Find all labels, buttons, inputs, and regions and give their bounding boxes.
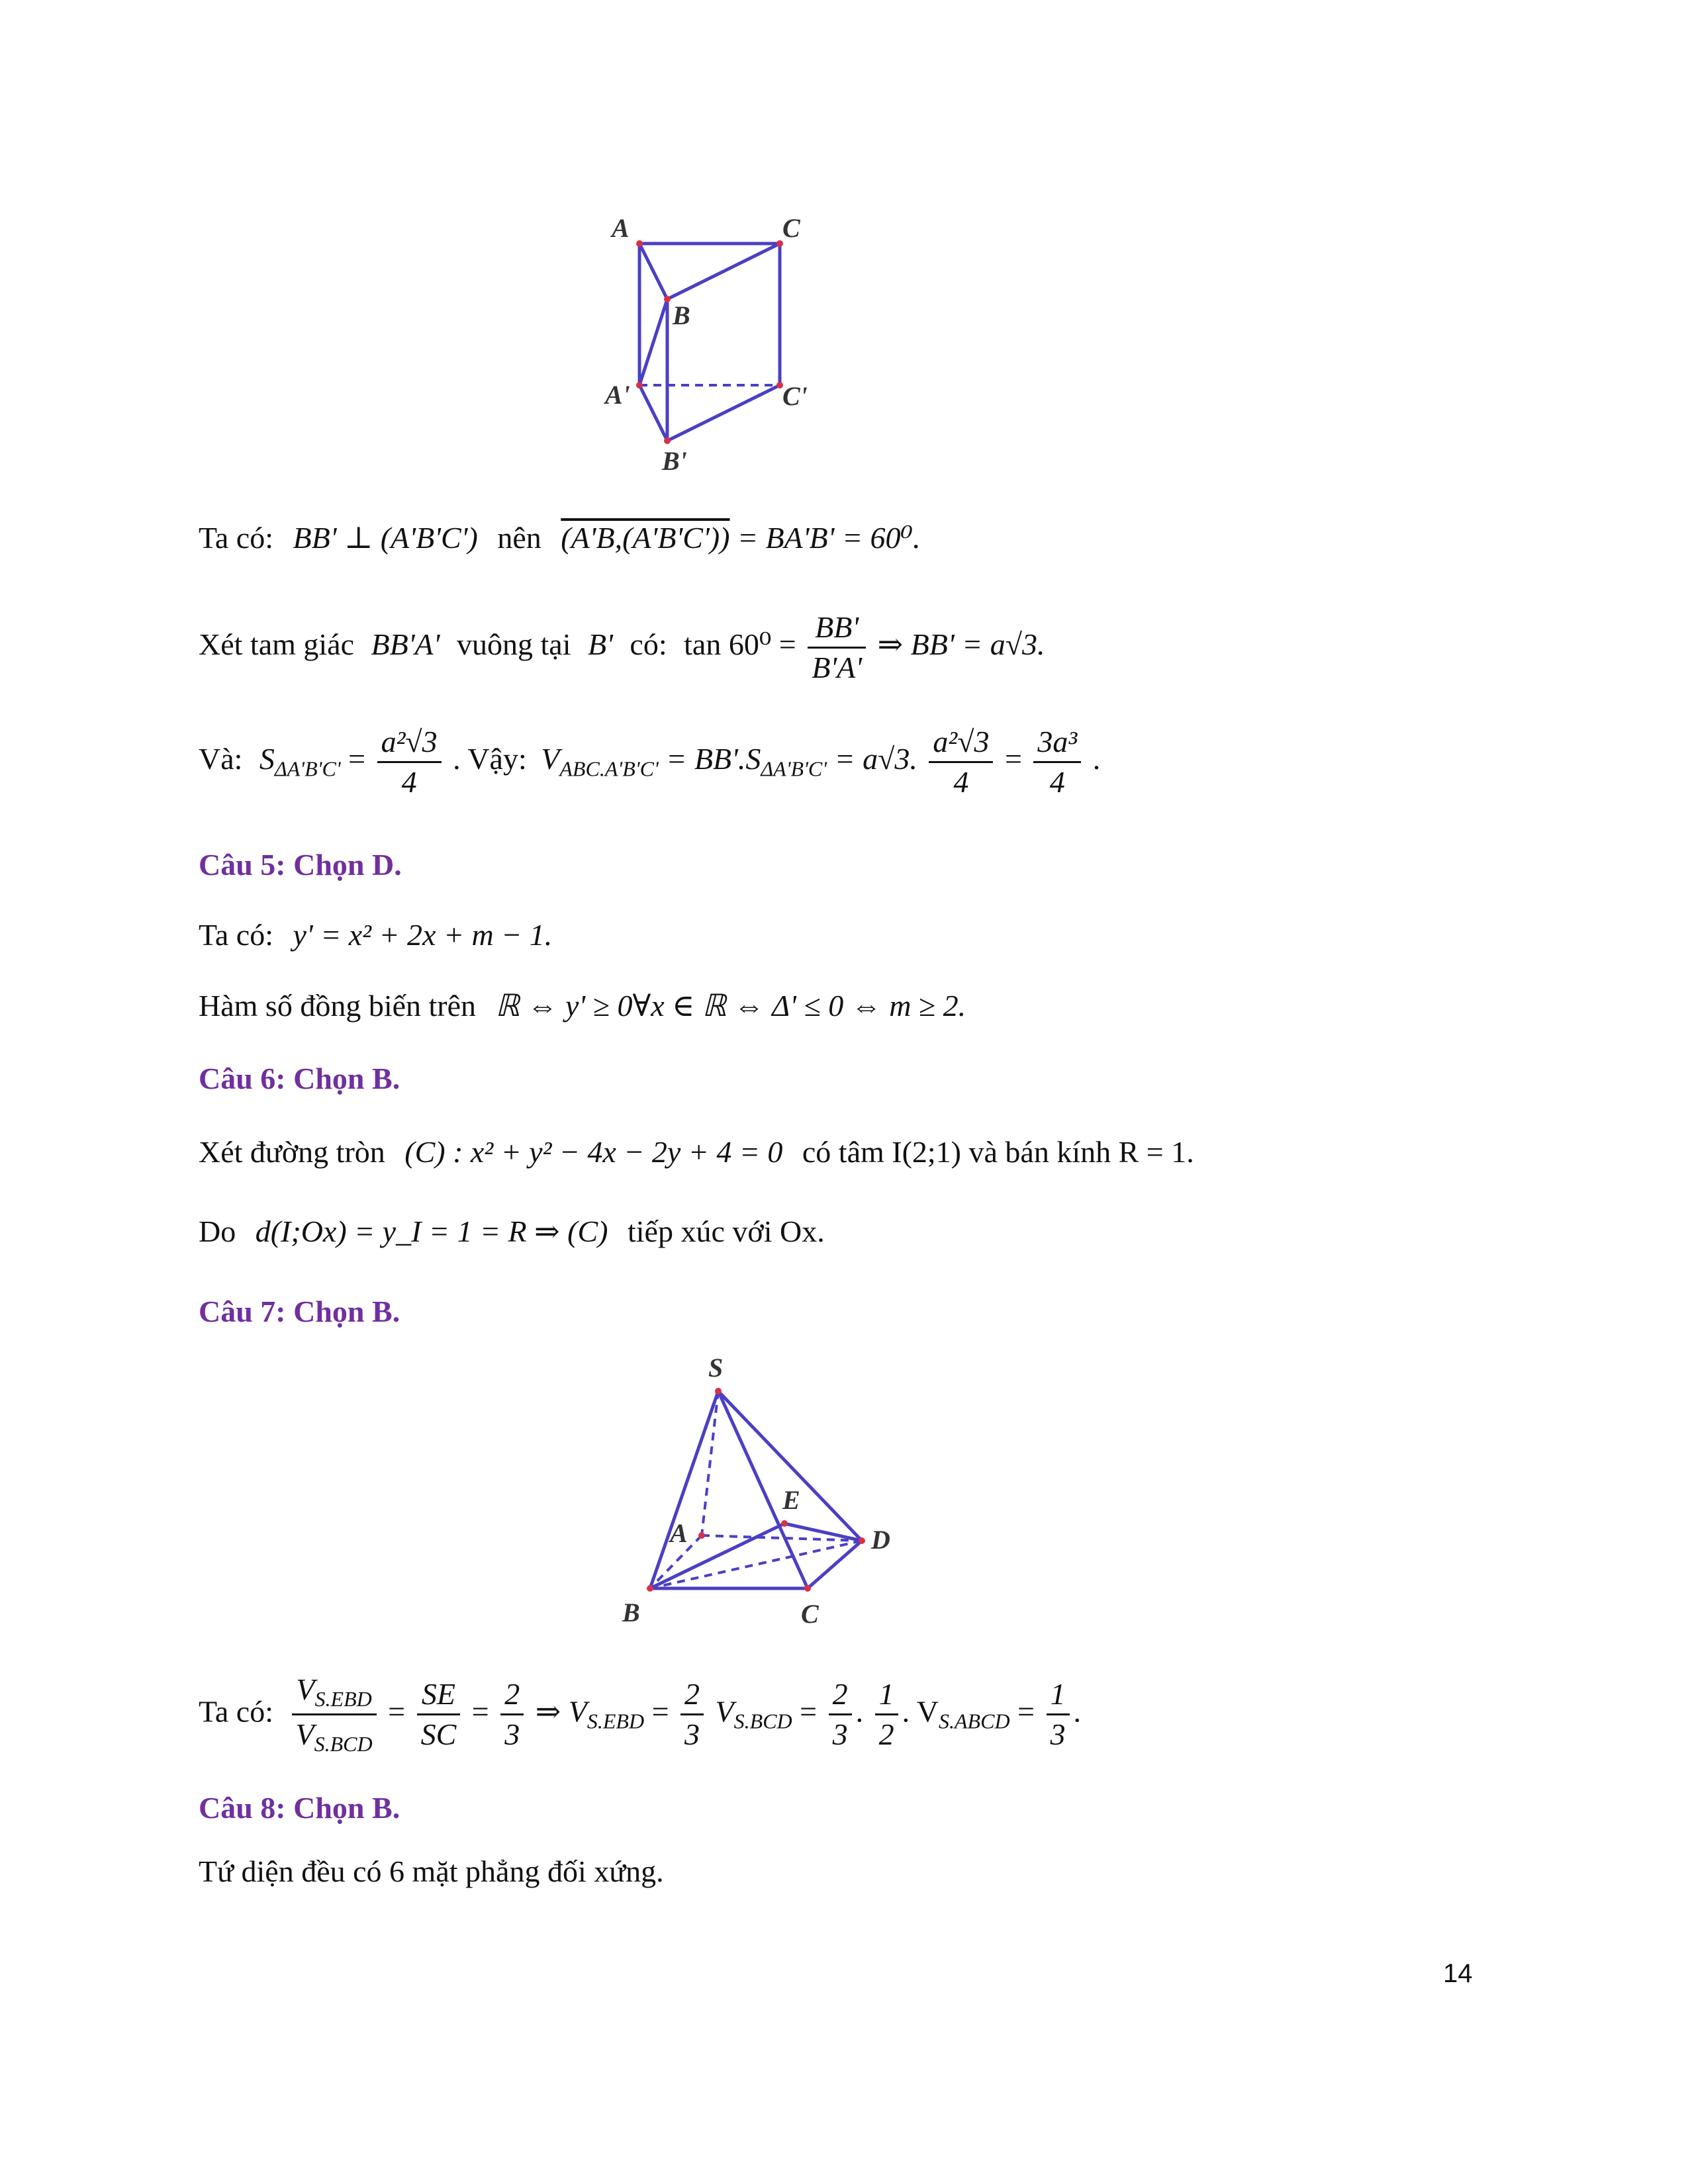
q7-ratio-line: Ta có: $\frac{V_{S.EBD}}{V_{S.BCD}}$ = $\frac{SE}{SC}$ = $\frac{2}{3}$ ⇒ $V_{S.EBD}$ = $\frac{2}{3}$ $V_{S.BCD}$ = $\frac{2}{3}$ . $\frac{1}{2}$ . $V_{S.ABCD}$ = $\frac{1}{3}$ .: [199, 1672, 1081, 1756]
label-A: A: [612, 213, 630, 243]
label-B: B: [622, 1598, 640, 1627]
fraction-one-half: $\frac{1}{2}$: [875, 1679, 898, 1750]
q5-line1: Ta có: y' = x² + 2x + m − 1.: [199, 918, 553, 952]
page-number: 14: [1443, 1959, 1473, 1988]
line-volume: Và: $S_{\Delta A'B'C'}$ = $\frac{\text{a²√3}}{4}$ . Vậy: $V_{ABC.A'B'C'} = BB'.S_{\Delta A'B'C'} = a√3$. $\frac{\text{a²√3}}{4}$ = $\frac{\text{3a³}}{4}$ .: [199, 725, 1101, 799]
fraction-two-thirds-2: $\frac{2}{3}$: [680, 1679, 704, 1750]
label-C: C: [801, 1599, 819, 1629]
label-A-prime: A': [605, 380, 630, 410]
q8-line: Tứ diện đều có 6 mặt phẳng đối xứng.: [199, 1854, 664, 1888]
label-D: D: [871, 1525, 890, 1555]
q6-line2: Do d(I;Ox) = y_I = 1 = R ⇒ (C) tiếp xúc với Ox.: [199, 1214, 825, 1248]
pyramid-figure: [609, 1350, 920, 1635]
fraction-bb-ba: $\frac{BB'}{B'A'}$: [808, 612, 866, 683]
line-tan: Xét tam giác BB'A' vuông tại B' có: tan 60⁰ = $\frac{BB'}{B'A'}$ ⇒ BB' = a√3.: [199, 610, 1045, 684]
label-B-prime: B': [662, 446, 687, 476]
fraction-se-sc: $\frac{SE}{SC}$: [417, 1679, 461, 1750]
q5-heading: Câu 5: Chọn D.: [199, 848, 402, 882]
label-E: E: [782, 1485, 800, 1515]
q6-heading: Câu 6: Chọn B.: [199, 1062, 400, 1095]
fraction-area: $\frac{\text{a²√3}}{4}$: [377, 727, 442, 797]
q7-heading: Câu 7: Chọn B.: [199, 1295, 400, 1328]
fraction-two-thirds-3: $\frac{2}{3}$: [829, 1679, 852, 1750]
label-A: A: [670, 1518, 688, 1548]
fraction-volume: $\frac{\text{3a³}}{4}$: [1033, 727, 1081, 797]
fraction-one-third: $\frac{1}{3}$: [1047, 1679, 1070, 1750]
label-C-prime: C': [782, 381, 808, 411]
label-C: C: [782, 213, 800, 243]
fraction-volume-ratio: $\frac{V_{S.EBD}}{V_{S.BCD}}$: [292, 1674, 377, 1754]
q8-heading: Câu 8: Chọn B.: [199, 1791, 400, 1825]
prism-figure: [596, 205, 834, 483]
label-B: B: [673, 300, 690, 330]
q6-line1: Xét đường tròn (C) : x² + y² − 4x − 2y + 4 = 0 có tâm I(2;1) và bán kính R = 1.: [199, 1135, 1194, 1169]
line-perpendicular: Ta có: BB' ⊥ (A'B'C') nên (A'B,(A'B'C')) = BA'B' = 60⁰.: [199, 521, 921, 555]
fraction-two-thirds: $\frac{2}{3}$: [500, 1679, 524, 1750]
q5-line2: Hàm số đồng biến trên ℝ ⇔ y' ≥ 0∀x ∈ ℝ ⇔ Δ' ≤ 0 ⇔ m ≥ 2.: [199, 989, 966, 1023]
fraction-area-2: $\frac{\text{a²√3}}{4}$: [929, 727, 993, 797]
label-S: S: [708, 1353, 724, 1383]
